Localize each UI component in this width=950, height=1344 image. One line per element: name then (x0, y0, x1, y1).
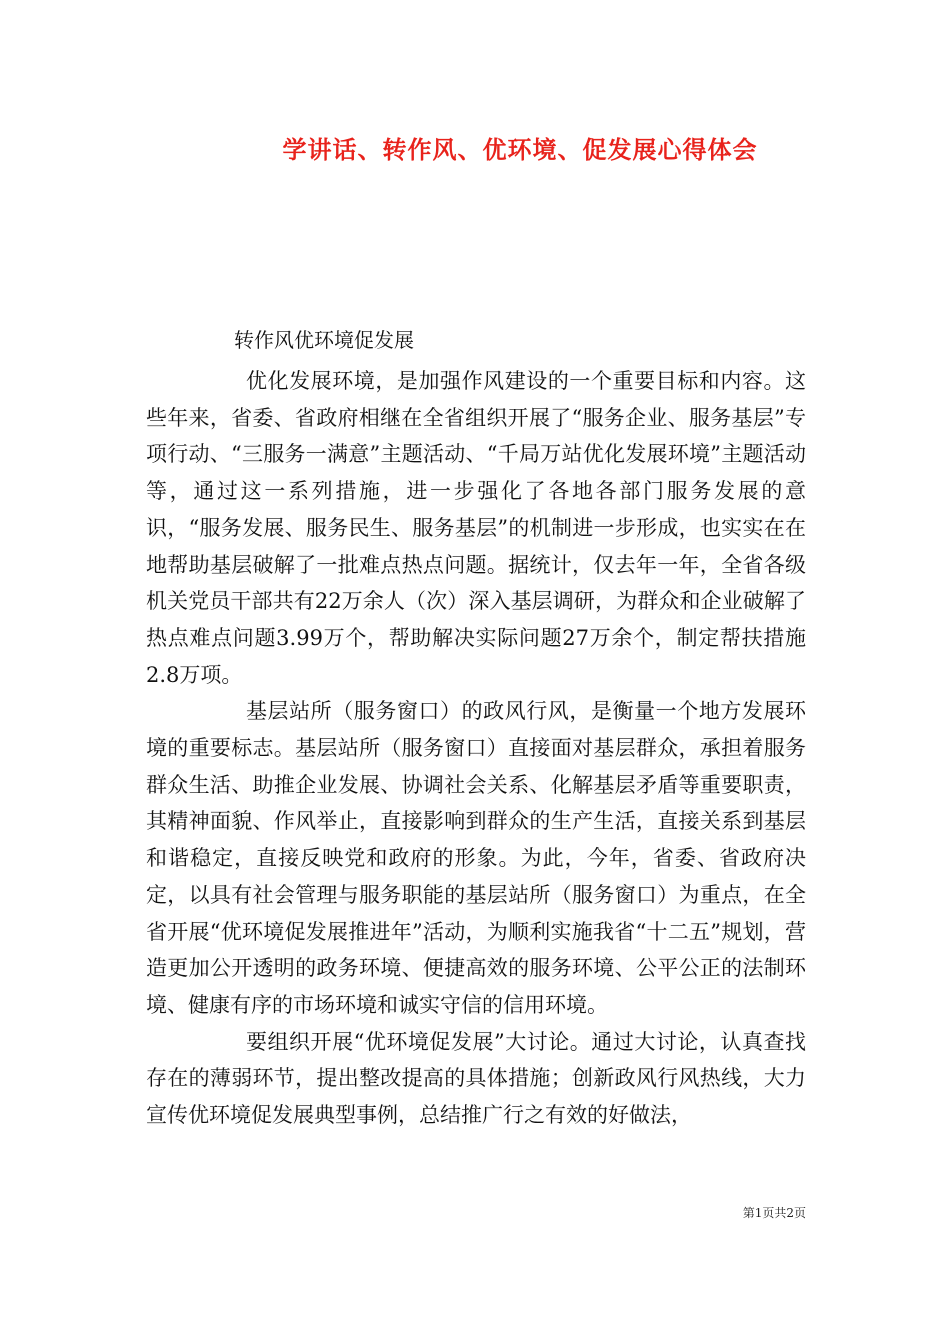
page-number-footer: 第1页共2页 (742, 1206, 806, 1220)
body-paragraph-2: 基层站所（服务窗口）的政风行风，是衡量一个地方发展环境的重要标志。基层站所（服务窗口）直接面对基层群众，承担着服务群众生活、助推企业发展、协调社会关系、化解基层矛盾等重要职责，其精神面貌、作风举止，直接影响到群众的生产生活，直接关系到基层和谐稳定，直接反映党和政府的形象。为此，今年，省委、省政府决定，以具有社会管理与服务职能的基层站所（服务窗口）为重点，在全省开展“优环境促发展推进年”活动，为顺利实施我省“十二五”规划，营造更加公开透明的政务环境、便捷高效的服务环境、公平公正的法制环境、健康有序的市场环境和诚实守信的信用环境。 (146, 699, 806, 1017)
body-paragraph-3: 要组织开展“优环境促发展”大讨论。通过大讨论，认真查找存在的薄弱环节，提出整改提高的具体措施；创新政风行风热线，大力宣传优环境促发展典型事例，总结推广行之有效的好做法， (146, 1029, 806, 1128)
document-body (146, 323, 806, 1134)
section-subheading: 转作风优环境促发展 (234, 328, 414, 352)
document-title: 学讲话、转作风、优环境、促发展心得体会 (282, 135, 758, 164)
body-paragraph-1: 优化发展环境，是加强作风建设的一个重要目标和内容。这些年来，省委、省政府相继在全省组织开展了“服务企业、服务基层”专项行动、“三服务一满意”主题活动、“千局万站优化发展环境”主题活动等，通过这一系列措施，进一步强化了各地各部门服务发展的意识，“服务发展、服务民生、服务基层”的机制进一步形成，也实实在在地帮助基层破解了一批难点热点问题。据统计，仅去年一年，全省各级机关党员干部共有22万余人（次）深入基层调研，为群众和企业破解了热点难点问题3.99万个，帮助解决实际问题27万余个，制定帮扶措施2.8万项。 (146, 369, 806, 687)
